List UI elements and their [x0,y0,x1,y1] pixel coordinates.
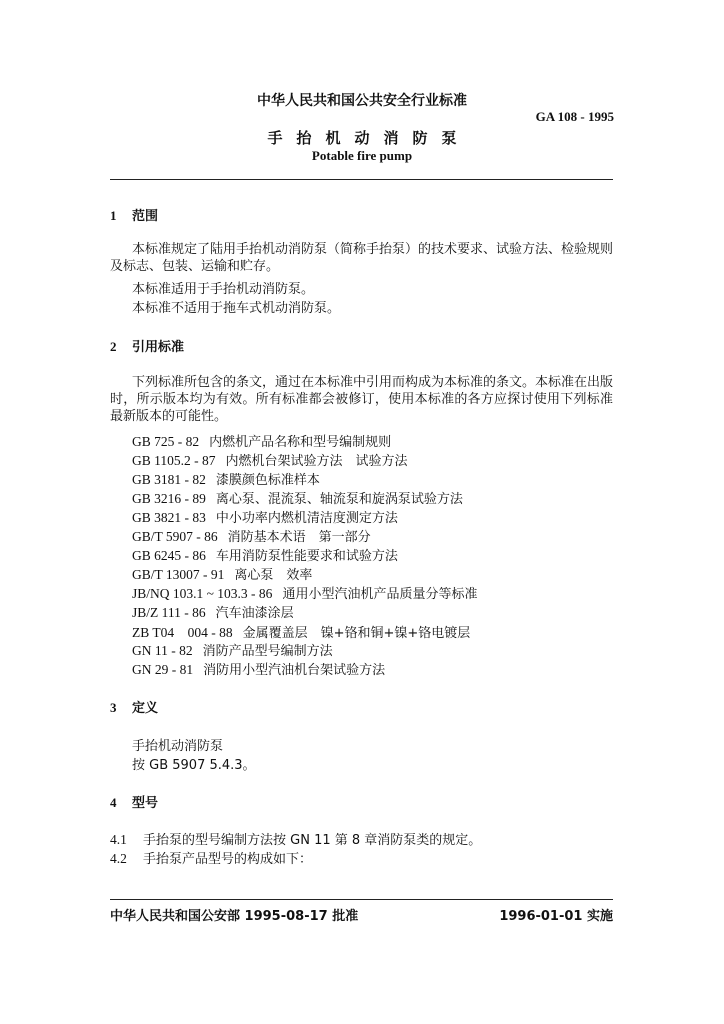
section-1-paragraph [110,241,613,275]
reference-name: 内燃机产品名称和型号编制规则 [209,435,392,450]
clause-text: 手抬泵产品型号的构成如下： [143,852,313,867]
footer-divider [110,899,613,900]
effective-date-line: 1996-01-01 实施 [499,909,613,924]
clause-4-2 [110,848,312,867]
section-2-heading [110,336,184,355]
reference-name: 中小功率内燃机清洁度测定方法 [215,511,398,526]
reference-code: JB/NQ 103.1 ~ 103.3 - 86 [132,586,273,601]
reference-name: 内燃机台架试验方法 试验方法 [225,454,408,469]
clause-text: 手抬泵的型号编制方法按 GN 11 第 8 章消防泵类的规定。 [143,833,482,848]
reference-item [132,431,391,450]
reference-name: 漆膜颜色标准样本 [215,473,320,488]
approval-line: 中华人民共和国公安部 1995-08-17 批准 [110,909,359,924]
reference-item [132,659,385,678]
section-3-heading [110,697,158,716]
reference-item [132,583,477,602]
reference-name: 消防基本术语 第一部分 [227,530,371,545]
reference-code: GN 29 - 81 [132,662,194,677]
section-4-heading [110,792,158,811]
document-title-english: Potable fire pump [311,148,413,163]
paragraph-text: 本标准规定了陆用手抬机动消防泵（简称手抬泵）的技术要求、试验方法、检验规则及标志、包装、运输和贮存。 [110,242,614,274]
section-title: 型号 [132,796,159,811]
reference-code: GB 6245 - 86 [132,548,206,563]
reference-name: 离心泵 效率 [234,568,313,583]
reference-code: GB/T 13007 - 91 [132,567,225,582]
reference-code: GB 725 - 82 [132,434,200,449]
reference-code: GB/T 5907 - 86 [132,529,218,544]
section-1-line-applicable: 本标准适用于手抬机动消防泵。 [132,282,315,297]
section-number: 1 [110,208,117,223]
reference-item [132,507,398,526]
section-title: 范围 [132,209,159,224]
clause-4-1 [110,829,481,848]
reference-code: GB 3821 - 83 [132,510,206,525]
header-divider [110,179,613,180]
section-number: 2 [110,339,117,354]
paragraph-text: 下列标准所包含的条文，通过在本标准中引用而构成为本标准的条文。本标准在出版时，所示版本均为有效。所有标准都会被修订，使用本标准的各方应探讨使用下列标准最新版本的可能性。 [110,375,614,424]
reference-code: GN 11 - 82 [132,643,193,658]
reference-item [132,640,333,659]
section-title: 定义 [132,701,159,716]
document-title: 手抬机动消防泵 [267,129,471,147]
section-title: 引用标准 [132,340,185,355]
reference-item [132,526,371,545]
reference-item [132,488,463,507]
reference-name: 车用消防泵性能要求和试验方法 [215,549,398,564]
standard-code: GA 108 - 1995 [535,109,614,124]
reference-name: 通用小型汽油机产品质量分等标准 [282,587,478,602]
section-2-paragraph [110,374,613,425]
reference-name: 消防用小型汽油机台架试验方法 [203,663,386,678]
section-number: 4 [110,795,117,810]
definition-text: 按 GB 5907 5.4.3。 [132,758,256,773]
org-title: 中华人民共和国公共安全行业标准 [257,93,467,109]
definition-term: 手抬机动消防泵 [132,739,224,754]
reference-name: 消防产品型号编制方法 [202,644,333,659]
reference-code: GB 3216 - 89 [132,491,206,506]
reference-name: 金属覆盖层 镍+铬和铜+镍+铬电镀层 [242,626,471,641]
reference-item [132,545,398,564]
clause-number: 4.2 [110,851,127,866]
reference-code: ZB T04 004 - 88 [132,625,233,640]
section-1-heading [110,205,158,224]
section-number: 3 [110,700,117,715]
reference-item [132,621,470,641]
reference-name: 汽车油漆涂层 [215,606,294,621]
reference-item [132,602,294,621]
reference-item [132,469,320,488]
reference-code: GB 3181 - 82 [132,472,206,487]
reference-name: 离心泵、混流泵、轴流泵和旋涡泵试验方法 [215,492,463,507]
reference-code: JB/Z 111 - 86 [132,605,206,620]
clause-number: 4.1 [110,832,127,847]
section-1-line-not-applicable: 本标准不适用于拖车式机动消防泵。 [132,301,341,316]
reference-item [132,450,408,469]
reference-code: GB 1105.2 - 87 [132,453,216,468]
reference-item [132,564,312,583]
